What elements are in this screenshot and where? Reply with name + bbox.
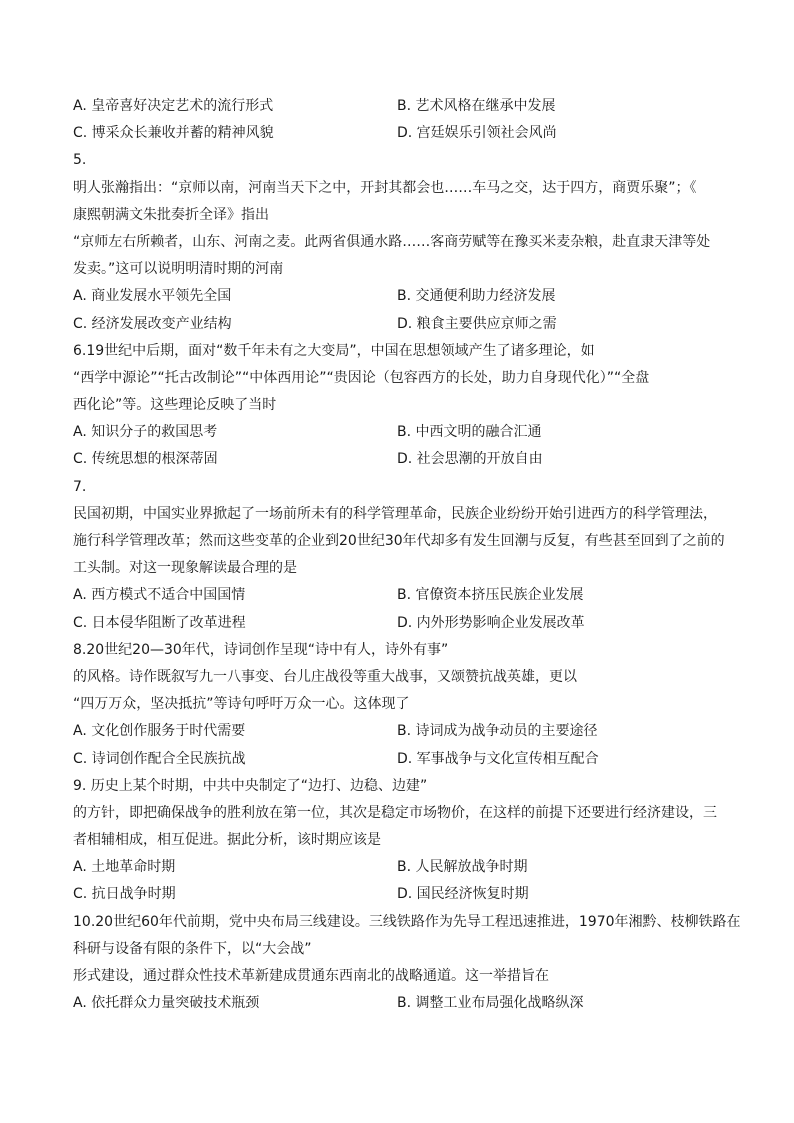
option-row — [73, 746, 723, 773]
option-b: B. 诗词成为战争动员的主要途径 — [397, 723, 598, 740]
option-row — [73, 990, 723, 1017]
option-a: A. 土地革命时期 — [73, 859, 176, 876]
question-stem-line: 者相辅相成，相互促进。据此分析，该时期应该是 — [73, 832, 381, 849]
question-stem-line: 明人张瀚指出：“京师以南，河南当天下之中，开封其都会也……车马之交，达于四方，商贾乐聚”；《 — [73, 179, 697, 196]
option-row — [73, 311, 723, 338]
option-c: C. 传统思想的根深蒂固 — [73, 451, 218, 468]
option-b: B. 交通便利助力经济发展 — [397, 288, 556, 305]
question-stem-line: 9. 历史上某个时期，中共中央制定了“边打、边稳、边建” — [73, 777, 428, 794]
option-c: C. 抗日战争时期 — [73, 886, 176, 903]
option-c: C. 博采众长兼收并蓄的精神风貌 — [73, 125, 274, 142]
question-stem-line: 10.20世纪60年代前期，党中央布局三线建设。三线铁路作为先导工程迅速推进，1970年湘黔、枝柳铁路在 — [73, 913, 741, 930]
option-row — [73, 446, 723, 473]
option-d: D. 社会思潮的开放自由 — [397, 451, 543, 468]
option-c: C. 经济发展改变产业结构 — [73, 315, 232, 332]
question-stem-line: 形式建设，通过群众性技术革新建成贯通东西南北的战略通道。这一举措旨在 — [73, 968, 549, 984]
question-stem-line: 施行科学管理改革；然而这些变革的企业到20世纪30年代却多有发生回潮与反复，有些甚至回到了之前的 — [73, 533, 725, 549]
option-row — [73, 283, 723, 310]
question-number: 5. — [73, 152, 87, 169]
option-b: B. 官僚资本挤压民族企业发展 — [397, 587, 584, 604]
question-stem-line: 工头制。对这一现象解读最合理的是 — [73, 560, 297, 577]
option-a: A. 西方模式不适合中国国情 — [73, 587, 246, 604]
option-row — [73, 582, 723, 609]
option-d: D. 军事战争与文化宣传相互配合 — [397, 750, 599, 767]
question-stem-line: 西化论”等。这些理论反映了当时 — [73, 397, 277, 414]
option-d: D. 粮食主要供应京师之需 — [397, 315, 557, 332]
question-stem-line: 康熙朝满文朱批奏折全译》指出 — [73, 206, 269, 223]
option-row — [73, 881, 723, 908]
option-c: C. 日本侵华阻断了改革进程 — [73, 614, 246, 631]
option-row — [73, 93, 723, 120]
question-stem-line: 民国初期，中国实业界掀起了一场前所未有的科学管理革命，民族企业纷纷开始引进西方的科学管理法， — [73, 505, 717, 522]
option-row — [73, 854, 723, 881]
option-a: A. 皇帝喜好决定艺术的流行形式 — [73, 98, 274, 114]
option-d: D. 宫廷娱乐引领社会风尚 — [397, 125, 557, 142]
option-b: B. 人民解放战争时期 — [397, 859, 528, 876]
question-stem-line: 科研与设备有限的条件下，以“大会战” — [73, 940, 312, 957]
option-b: B. 调整工业布局强化战略纵深 — [397, 995, 584, 1012]
question-stem-line: 的风格。诗作既叙写九一八事变、台儿庄战役等重大战事，又颂赞抗战英雄，更以 — [73, 668, 577, 685]
question-stem-line: 发卖。”这可以说明明清时期的河南 — [73, 261, 284, 278]
option-a: A. 文化创作服务于时代需要 — [73, 723, 246, 740]
option-row — [73, 419, 723, 446]
question-number: 7. — [73, 478, 87, 495]
option-row — [73, 610, 723, 637]
option-a: A. 商业发展水平领先全国 — [73, 288, 232, 305]
question-stem-line: 8.20世纪20—30年代，诗词创作呈现“诗中有人，诗外有事” — [73, 641, 449, 658]
option-d: D. 国民经济恢复时期 — [397, 886, 529, 903]
question-stem-line: “四万万众，坚决抵抗”等诗句呼吁万众一心。这体现了 — [73, 696, 410, 713]
exam-page — [73, 93, 741, 1017]
option-c: C. 诗词创作配合全民族抗战 — [73, 750, 246, 767]
option-b: B. 中西文明的融合汇通 — [397, 424, 542, 441]
question-stem-line: “京师左右所赖者，山东、河南之麦。此两省俱通水路……客商劳赋等在豫买米麦杂粮，赴直隶天津等处 — [73, 233, 711, 250]
option-b: B. 艺术风格在继承中发展 — [397, 98, 556, 114]
question-stem-line: “西学中源论”“托古改制论”“中体西用论”“贵因论（包容西方的长处，助力自身现代化）”“全盘 — [73, 369, 650, 386]
option-row — [73, 120, 723, 147]
question-stem-line: 的方针，即把确保战争的胜利放在第一位，其次是稳定市场物价，在这样的前提下还要进行经济建设，三 — [73, 804, 717, 821]
option-row — [73, 718, 723, 745]
option-d: D. 内外形势影响企业发展改革 — [397, 614, 585, 631]
option-a: A. 知识分子的救国思考 — [73, 424, 218, 441]
option-a: A. 依托群众力量突破技术瓶颈 — [73, 995, 260, 1012]
question-stem-line: 6.19世纪中后期，面对“数千年未有之大变局”，中国在思想领域产生了诸多理论，如 — [73, 342, 595, 359]
